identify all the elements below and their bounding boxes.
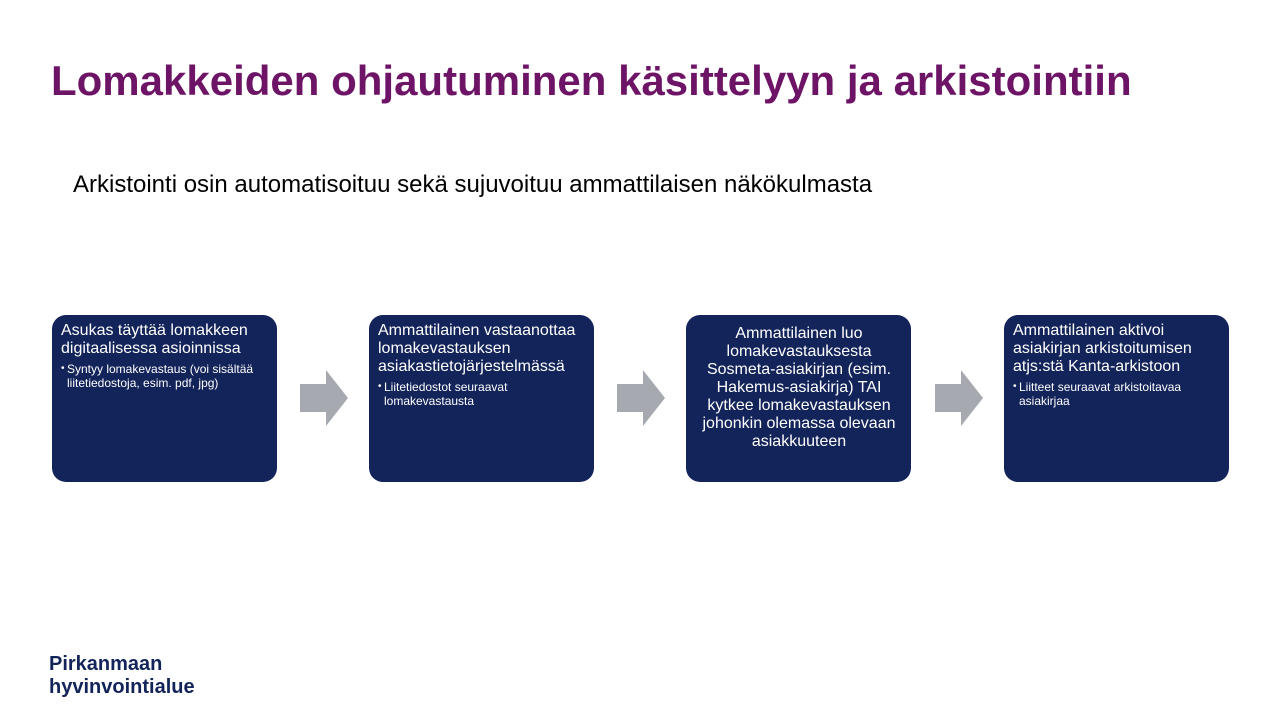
step-bullet-list bbox=[61, 362, 269, 390]
step-heading: Asukas täyttää lomakkeen digitaalisessa asioinnissa bbox=[61, 322, 248, 357]
logo-line-2: hyvinvointialue bbox=[49, 676, 195, 698]
page-title: Lomakkeiden ohjautuminen käsittelyyn ja arkistointiin bbox=[51, 57, 1132, 104]
step-bullet: • Liitteet seuraavat arkistoitavaa asiakirjaa bbox=[1013, 380, 1219, 408]
step-heading: Ammattilainen luo lomakevastauksesta Sosmeta-asiakirjan (esim. Hakemus-asiakirja) TAI kytkee lomakevastauksen johonkin olemassa olevaan asiakkuuteen bbox=[702, 325, 896, 450]
arrow-right-icon bbox=[300, 370, 348, 426]
organization-logo bbox=[49, 653, 195, 699]
step-bullet: • Syntyy lomakevastaus (voi sisältää liitetiedostoja, esim. pdf, jpg) bbox=[61, 362, 269, 390]
step-heading: Ammattilainen aktivoi asiakirjan arkistoitumisen atjs:stä Kanta-arkistoon bbox=[1013, 322, 1192, 375]
page-subtitle: Arkistointi osin automatisoituu sekä sujuvoituu ammattilaisen näkökulmasta bbox=[73, 171, 873, 198]
step-heading: Ammattilainen vastaanottaa lomakevastauksen asiakastietojärjestelmässä bbox=[378, 322, 576, 375]
process-step-2 bbox=[369, 315, 594, 482]
step-bullet-list bbox=[378, 380, 586, 408]
process-step-4 bbox=[1004, 315, 1229, 482]
step-bullet-list bbox=[1013, 380, 1221, 408]
step-bullet: • Liitetiedostot seuraavat lomakevastausta bbox=[378, 380, 534, 408]
arrow-right-icon bbox=[935, 370, 983, 426]
process-step-3 bbox=[686, 315, 911, 482]
logo-line-1: Pirkanmaan bbox=[49, 653, 163, 675]
arrow-right-icon bbox=[617, 370, 665, 426]
process-step-1 bbox=[52, 315, 277, 482]
